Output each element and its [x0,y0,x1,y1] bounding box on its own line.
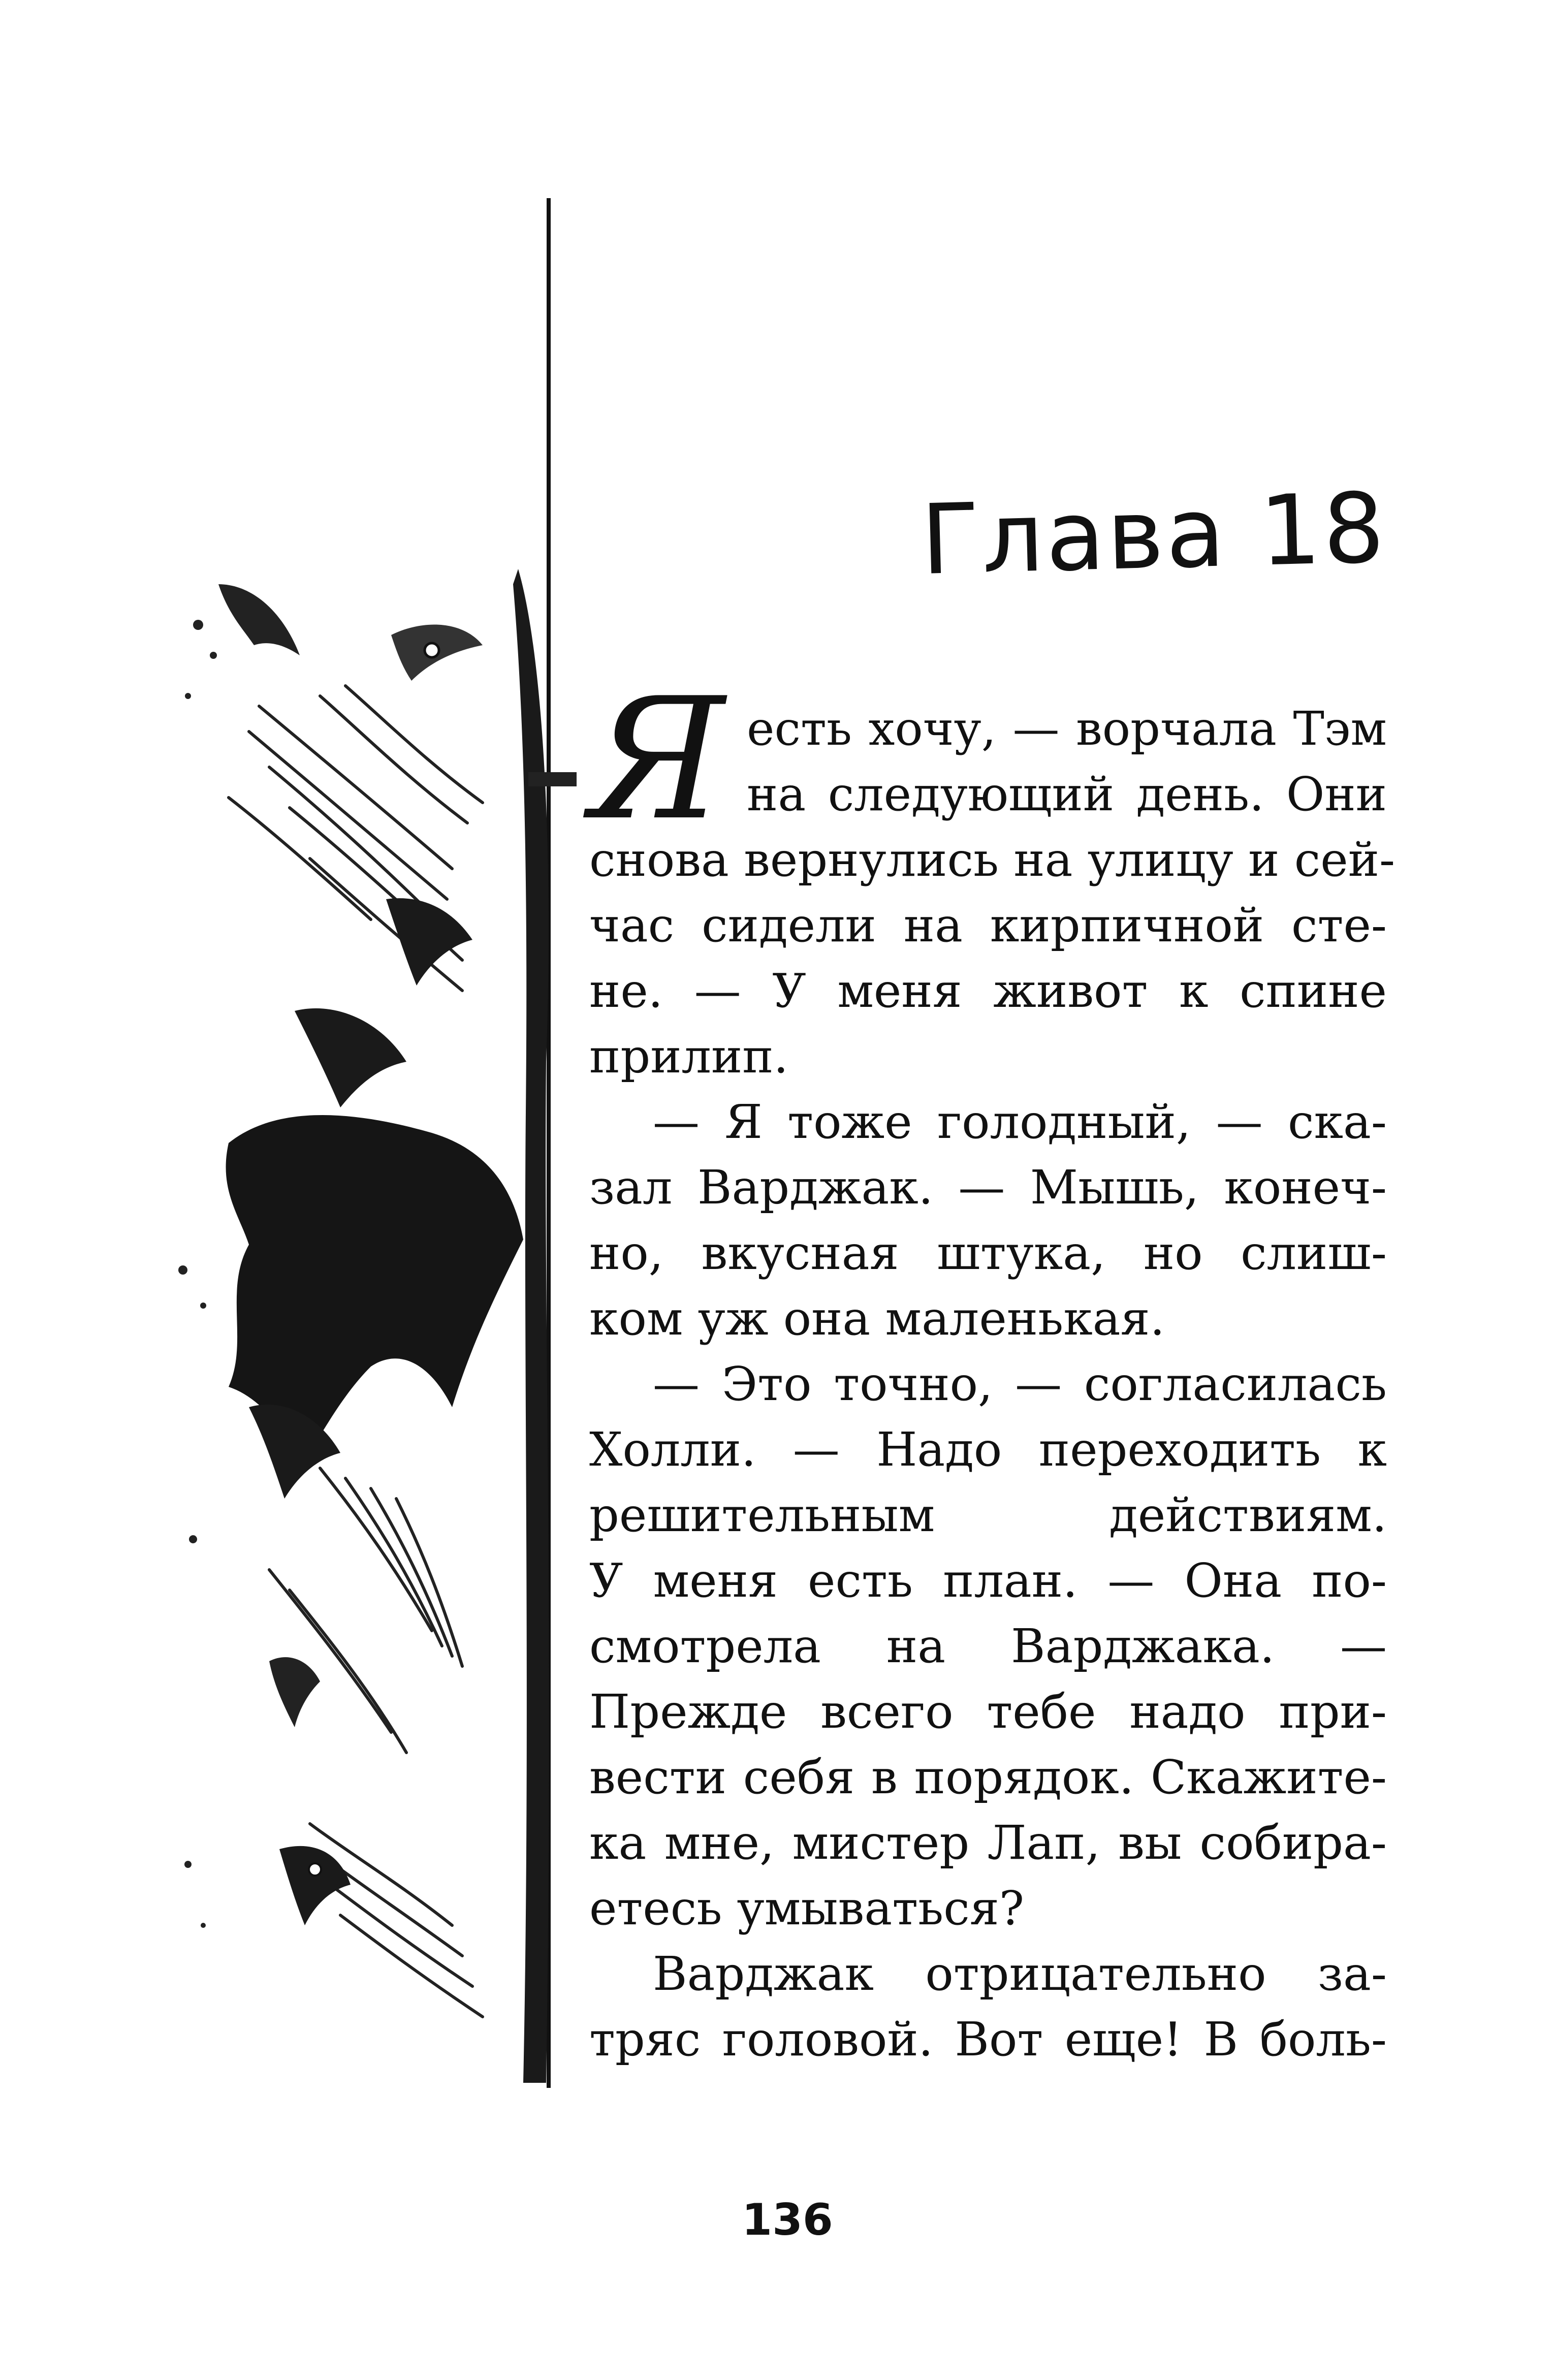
bird-silhouette-1 [386,898,472,986]
text-line: етесь умываться? [589,1881,1025,1935]
text-line: Варджак отрицательно за- [653,1947,1387,2001]
text-line: смотрела на Варджака. — [589,1619,1387,1673]
text-line: зал Варджак. — Мышь, конеч- [589,1160,1387,1215]
text-line: ком уж она маленькая. [589,1291,1165,1346]
text-line: Холли. — Надо переходить к [589,1422,1387,1477]
text-line: снова вернулись на улицу и сей- [589,833,1396,887]
bird-eye [425,643,439,657]
text-line: Прежде всего тебе надо при- [589,1685,1387,1739]
text-line: есть хочу, — ворчала Тэм [747,702,1387,756]
ink-illustration [168,198,554,2103]
bird-beak-lower [279,1846,351,1925]
text-line: тряс головой. Вот еще! В боль- [589,2012,1387,2067]
text-line: прилип. [589,1029,788,1084]
opening-lines [589,662,1387,857]
text-line: но, вкусная штука, но слиш- [589,1226,1387,1280]
text-line: — Я тоже голодный, — ска- [653,1095,1387,1149]
bird-top [218,584,300,655]
chapter-title: Глава 18 [919,472,1388,596]
text-line: ка мне, мистер Лап, вы собира- [589,1816,1387,1870]
chapter-text [589,662,1396,2072]
dropcap-dash [528,772,577,786]
text-line: У меня есть план. — Она по- [589,1553,1387,1608]
feather-strokes-lower [269,1468,483,2017]
text-line: не. — У меня живот к спине [589,964,1387,1018]
paragraph-1 [589,827,1396,1089]
bird-eye-lower [309,1863,321,1876]
text-line: час сидели на кирпичной сте- [589,898,1387,953]
ink-splatters [178,620,217,1928]
dark-band [513,569,549,2083]
bird-silhouette-2 [295,1008,406,1107]
text-line: на следующий день. Они [747,767,1387,821]
paragraph-3 [589,1351,1387,1941]
page-number: 136 [742,2195,833,2245]
bird-lower [269,1657,320,1727]
paragraph-2 [589,1089,1387,1351]
text-line: решительным действиям. [589,1488,1387,1542]
text-line: вести себя в порядок. Скажите- [589,1750,1387,1804]
paragraph-4 [589,1941,1387,2072]
text-line: — Это точно, — согласилась [653,1357,1387,1411]
drop-cap-letter: Я [589,662,725,857]
